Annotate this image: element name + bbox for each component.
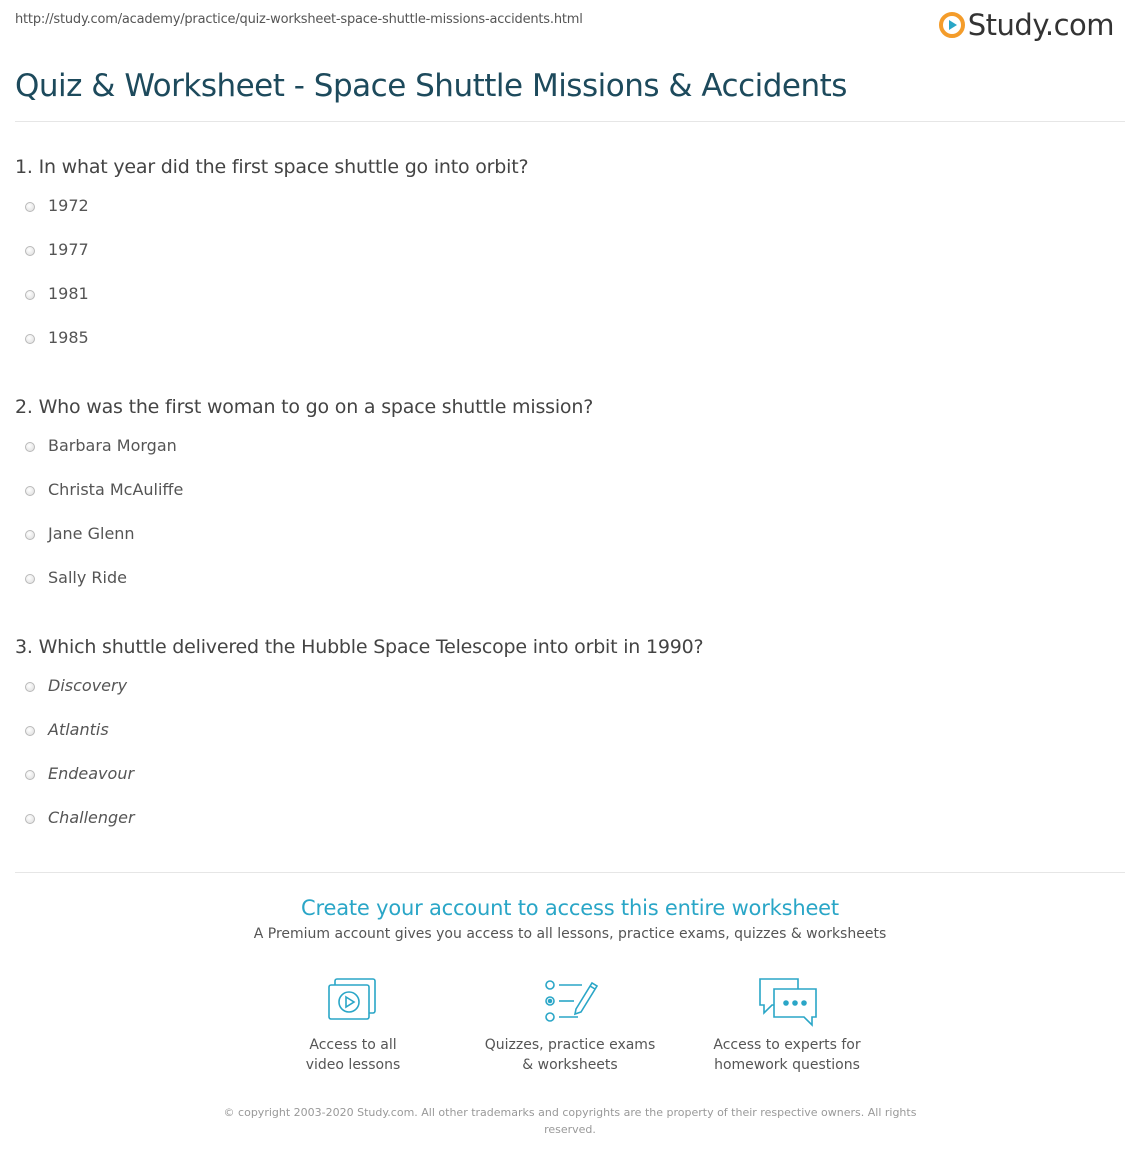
answer-list bbox=[15, 436, 1115, 612]
answer-option[interactable] bbox=[15, 808, 1115, 852]
top-bar bbox=[0, 0, 1140, 50]
radio-button[interactable] bbox=[25, 246, 35, 256]
copyright-text: © copyright 2003-2020 Study.com. All other trademarks and copyrights are the property of their respective owners. All rights reserved. bbox=[223, 1106, 917, 1136]
answer-label: Challenger bbox=[48, 808, 135, 827]
question-text: 2. Who was the first woman to go on a space shuttle mission? bbox=[15, 396, 594, 418]
footer bbox=[0, 1104, 1140, 1138]
section-divider bbox=[15, 872, 1125, 873]
answer-option[interactable] bbox=[15, 524, 1115, 568]
answer-label: 1972 bbox=[48, 196, 89, 215]
answer-option[interactable] bbox=[15, 720, 1115, 764]
radio-button[interactable] bbox=[25, 770, 35, 780]
answer-label: 1981 bbox=[48, 284, 89, 303]
answer-option[interactable] bbox=[15, 480, 1115, 524]
radio-button[interactable] bbox=[25, 442, 35, 452]
radio-button[interactable] bbox=[25, 574, 35, 584]
answer-option[interactable] bbox=[15, 284, 1115, 328]
answer-label: Christa McAuliffe bbox=[48, 480, 184, 499]
answer-list bbox=[15, 676, 1115, 852]
feature-quizzes bbox=[462, 975, 679, 1075]
page-title: Quiz & Worksheet - Space Shuttle Missions & Accidents bbox=[15, 68, 847, 104]
feature-label: Quizzes, practice exams & worksheets bbox=[484, 1037, 656, 1073]
answer-label: 1977 bbox=[48, 240, 89, 259]
radio-button[interactable] bbox=[25, 726, 35, 736]
feature-label: Access to all video lessons bbox=[305, 1037, 401, 1073]
logo-text: Study.com bbox=[967, 8, 1114, 42]
question-1 bbox=[15, 154, 1115, 372]
feature-label: Access to experts for homework questions bbox=[713, 1037, 861, 1073]
chat-bubbles-icon bbox=[754, 975, 820, 1029]
feature-experts bbox=[679, 975, 896, 1075]
answer-label: 1985 bbox=[48, 328, 89, 347]
radio-button[interactable] bbox=[25, 334, 35, 344]
answer-label: Endeavour bbox=[48, 764, 135, 783]
cta-subtitle: A Premium account gives you access to all lessons, practice exams, quizzes & worksheets bbox=[253, 926, 887, 942]
radio-button[interactable] bbox=[25, 486, 35, 496]
feature-list bbox=[0, 975, 1140, 1075]
answer-label: Sally Ride bbox=[48, 568, 127, 587]
answer-option[interactable] bbox=[15, 676, 1115, 720]
question-text: 3. Which shuttle delivered the Hubble Space Telescope into orbit in 1990? bbox=[15, 636, 704, 658]
question-2 bbox=[15, 394, 1115, 612]
signup-cta bbox=[0, 893, 1140, 943]
radio-button[interactable] bbox=[25, 530, 35, 540]
answer-option[interactable] bbox=[15, 240, 1115, 284]
cta-link[interactable]: Create your account to access this entire worksheet bbox=[301, 896, 839, 920]
answer-option[interactable] bbox=[15, 764, 1115, 808]
question-text: 1. In what year did the first space shuttle go into orbit? bbox=[15, 156, 529, 178]
page-url: http://study.com/academy/practice/quiz-worksheet-space-shuttle-missions-accidents.html bbox=[15, 12, 583, 27]
feature-video-lessons bbox=[245, 975, 462, 1075]
play-circle-icon bbox=[939, 12, 965, 38]
radio-button[interactable] bbox=[25, 202, 35, 212]
answer-label: Jane Glenn bbox=[48, 524, 135, 543]
answer-label: Atlantis bbox=[48, 720, 109, 739]
answer-label: Barbara Morgan bbox=[48, 436, 177, 455]
question-3 bbox=[15, 634, 1115, 852]
answer-option[interactable] bbox=[15, 196, 1115, 240]
answer-list bbox=[15, 196, 1115, 372]
title-divider bbox=[15, 121, 1125, 122]
study-logo[interactable] bbox=[939, 8, 1114, 42]
answer-option[interactable] bbox=[15, 328, 1115, 372]
radio-button[interactable] bbox=[25, 290, 35, 300]
answer-option[interactable] bbox=[15, 568, 1115, 612]
answer-label: Discovery bbox=[48, 676, 128, 695]
radio-button[interactable] bbox=[25, 682, 35, 692]
radio-button[interactable] bbox=[25, 814, 35, 824]
video-lessons-icon bbox=[323, 975, 383, 1029]
quiz-checklist-icon bbox=[540, 975, 600, 1029]
answer-option[interactable] bbox=[15, 436, 1115, 480]
